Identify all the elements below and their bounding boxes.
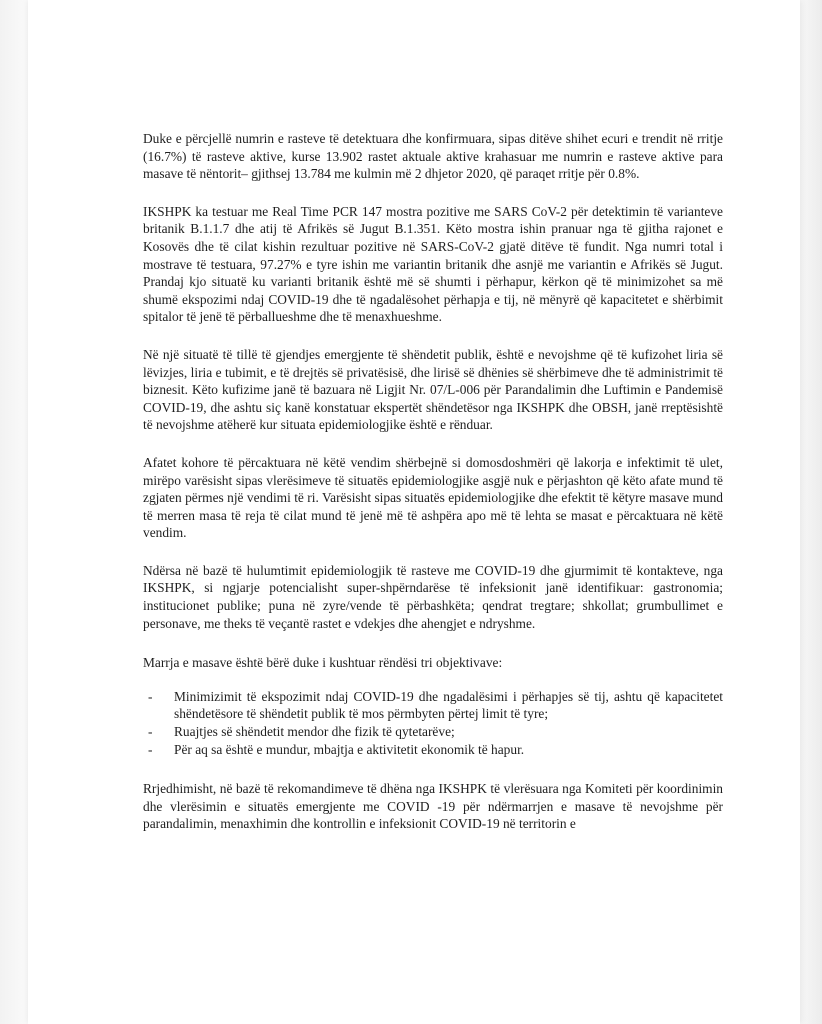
document-body — [143, 130, 723, 833]
paragraph-variant-testing: IKSHPK ka testuar me Real Time PCR 147 mostra pozitive me SARS CoV-2 për detektimin të varianteve britanik B.1.1.7 dhe atij të Afrikës së Jugut B.1.351. Këto mostra ishin pranuar nga të gjitha rajonet e Kosovës dhe të cilat kishin rezultuar pozitive në SARS-CoV-2 gjatë ditëve të fundit. Nga numri total i mostrave të testuara, 97.27% e tyre ishin me variantin britanik dhe asnjë me variantin e Afrikës së Jugut. Prandaj kjo situatë ku varianti britanik është më së shumti i përhapur, kërkon që të minimizohet sa më shumë ekspozimi ndaj COVID-19 dhe të ngadalësohet përhapja e tij, në mënyrë që kapacitetet e shërbimit spitalor të jenë të përballueshme dhe të menaxhueshme. — [143, 203, 723, 325]
objectives-list — [143, 688, 723, 758]
bullet-dash: - — [148, 741, 153, 757]
paragraph-time-limits: Afatet kohore të përcaktuara në këtë vendim shërbejnë si domosdoshmëri që lakorja e infektimit të ulet, mirëpo varësisht sipas vlerësimeve të situatës epidemiologjike asgjë nuk e përjashton që këto afate mund të zgjaten përmes një vendimi të ri. Varësisht sipas situatës epidemiologjike dhe efektit të këtyre masave mund të merren masa të reja të cilat mund të jenë më të ashpëra apo më të lehta se masat e përcaktuara në këtë vendim. — [143, 454, 723, 541]
bullet-dash: - — [148, 724, 153, 740]
bullet-dash: - — [148, 688, 153, 704]
paragraph-closing: Rrjedhimisht, në bazë të rekomandimeve të dhëna nga IKSHPK të vlerësuara nga Komiteti për koordinimin dhe vlerësimin e situatës emergjente me COVID -19 për ndërmarrjen e masave të nevojshme për parandalimin, menaxhimin dhe kontrollin e infeksionit COVID-19 në territorin e — [143, 781, 723, 832]
list-item — [143, 741, 723, 759]
list-item — [143, 723, 723, 741]
document-page — [28, 0, 800, 1024]
objective-text: Ruajtjes së shëndetit mendor dhe fizik të qytetarëve; — [174, 724, 455, 740]
paragraph-case-trend: Duke e përcjellë numrin e rasteve të detektuara dhe konfirmuara, sipas ditëve shihet ecuri e trendit në rritje (16.7%) të rasteve aktive, kurse 13.902 rastet aktuale aktive krahasuar me numrin e rasteve aktive para masave të nëntorit– gjithsej 13.784 me kulmin më 2 dhjetor 2020, që paraqet rritje për 0.8%. — [143, 131, 723, 182]
paragraph-public-health-emergency: Në një situatë të tillë të gjendjes emergjente të shëndetit publik, është e nevojshme që të kufizohet liria së lëvizjes, liria e tubimit, e të drejtës së privatësisë, dhe lirisë së dhënies së shërbimeve dhe të administrimit të biznesit. Këto kufizime janë të bazuara në Ligjit Nr. 07/L-006 për Parandalimin dhe Luftimin e Pandemisë COVID-19, dhe ashtu siç kanë konstatuar ekspertët shëndetësor nga IKSHPK dhe OBSH, janë rreptësishtë të nevojshme atëherë kur situata epidemiologjike është e rënduar. — [143, 346, 723, 433]
paragraph-superspreading-events: Ndërsa në bazë të hulumtimit epidemiologjik të rasteve me COVID-19 dhe gjurmimit të kontakteve, nga IKSHPK, si ngjarje potencialisht super-shpërndarëse të infeksionit janë identifikuar: gastronomia; institucionet publike; puna në zyre/vende të përbashkëta; qendrat tregtare; shkollat; grumbullimet e personave, me theks të veçantë rastet e vdekjes dhe ahengjet e ndryshme. — [143, 562, 723, 631]
objective-text: Minimizimit të ekspozimit ndaj COVID-19 dhe ngadalësimi i përhapjes së tij, ashtu që kapacitetet shëndetësore të shëndetit publik të mos përmbyten përtej limit të tyre; — [174, 688, 723, 722]
objective-text: Për aq sa është e mundur, mbajtja e aktivitetit ekonomik të hapur. — [174, 741, 525, 757]
paragraph-objectives-intro: Marrja e masave është bërë duke i kushtuar rëndësi tri objektivave: — [143, 655, 503, 671]
list-item — [143, 688, 723, 723]
